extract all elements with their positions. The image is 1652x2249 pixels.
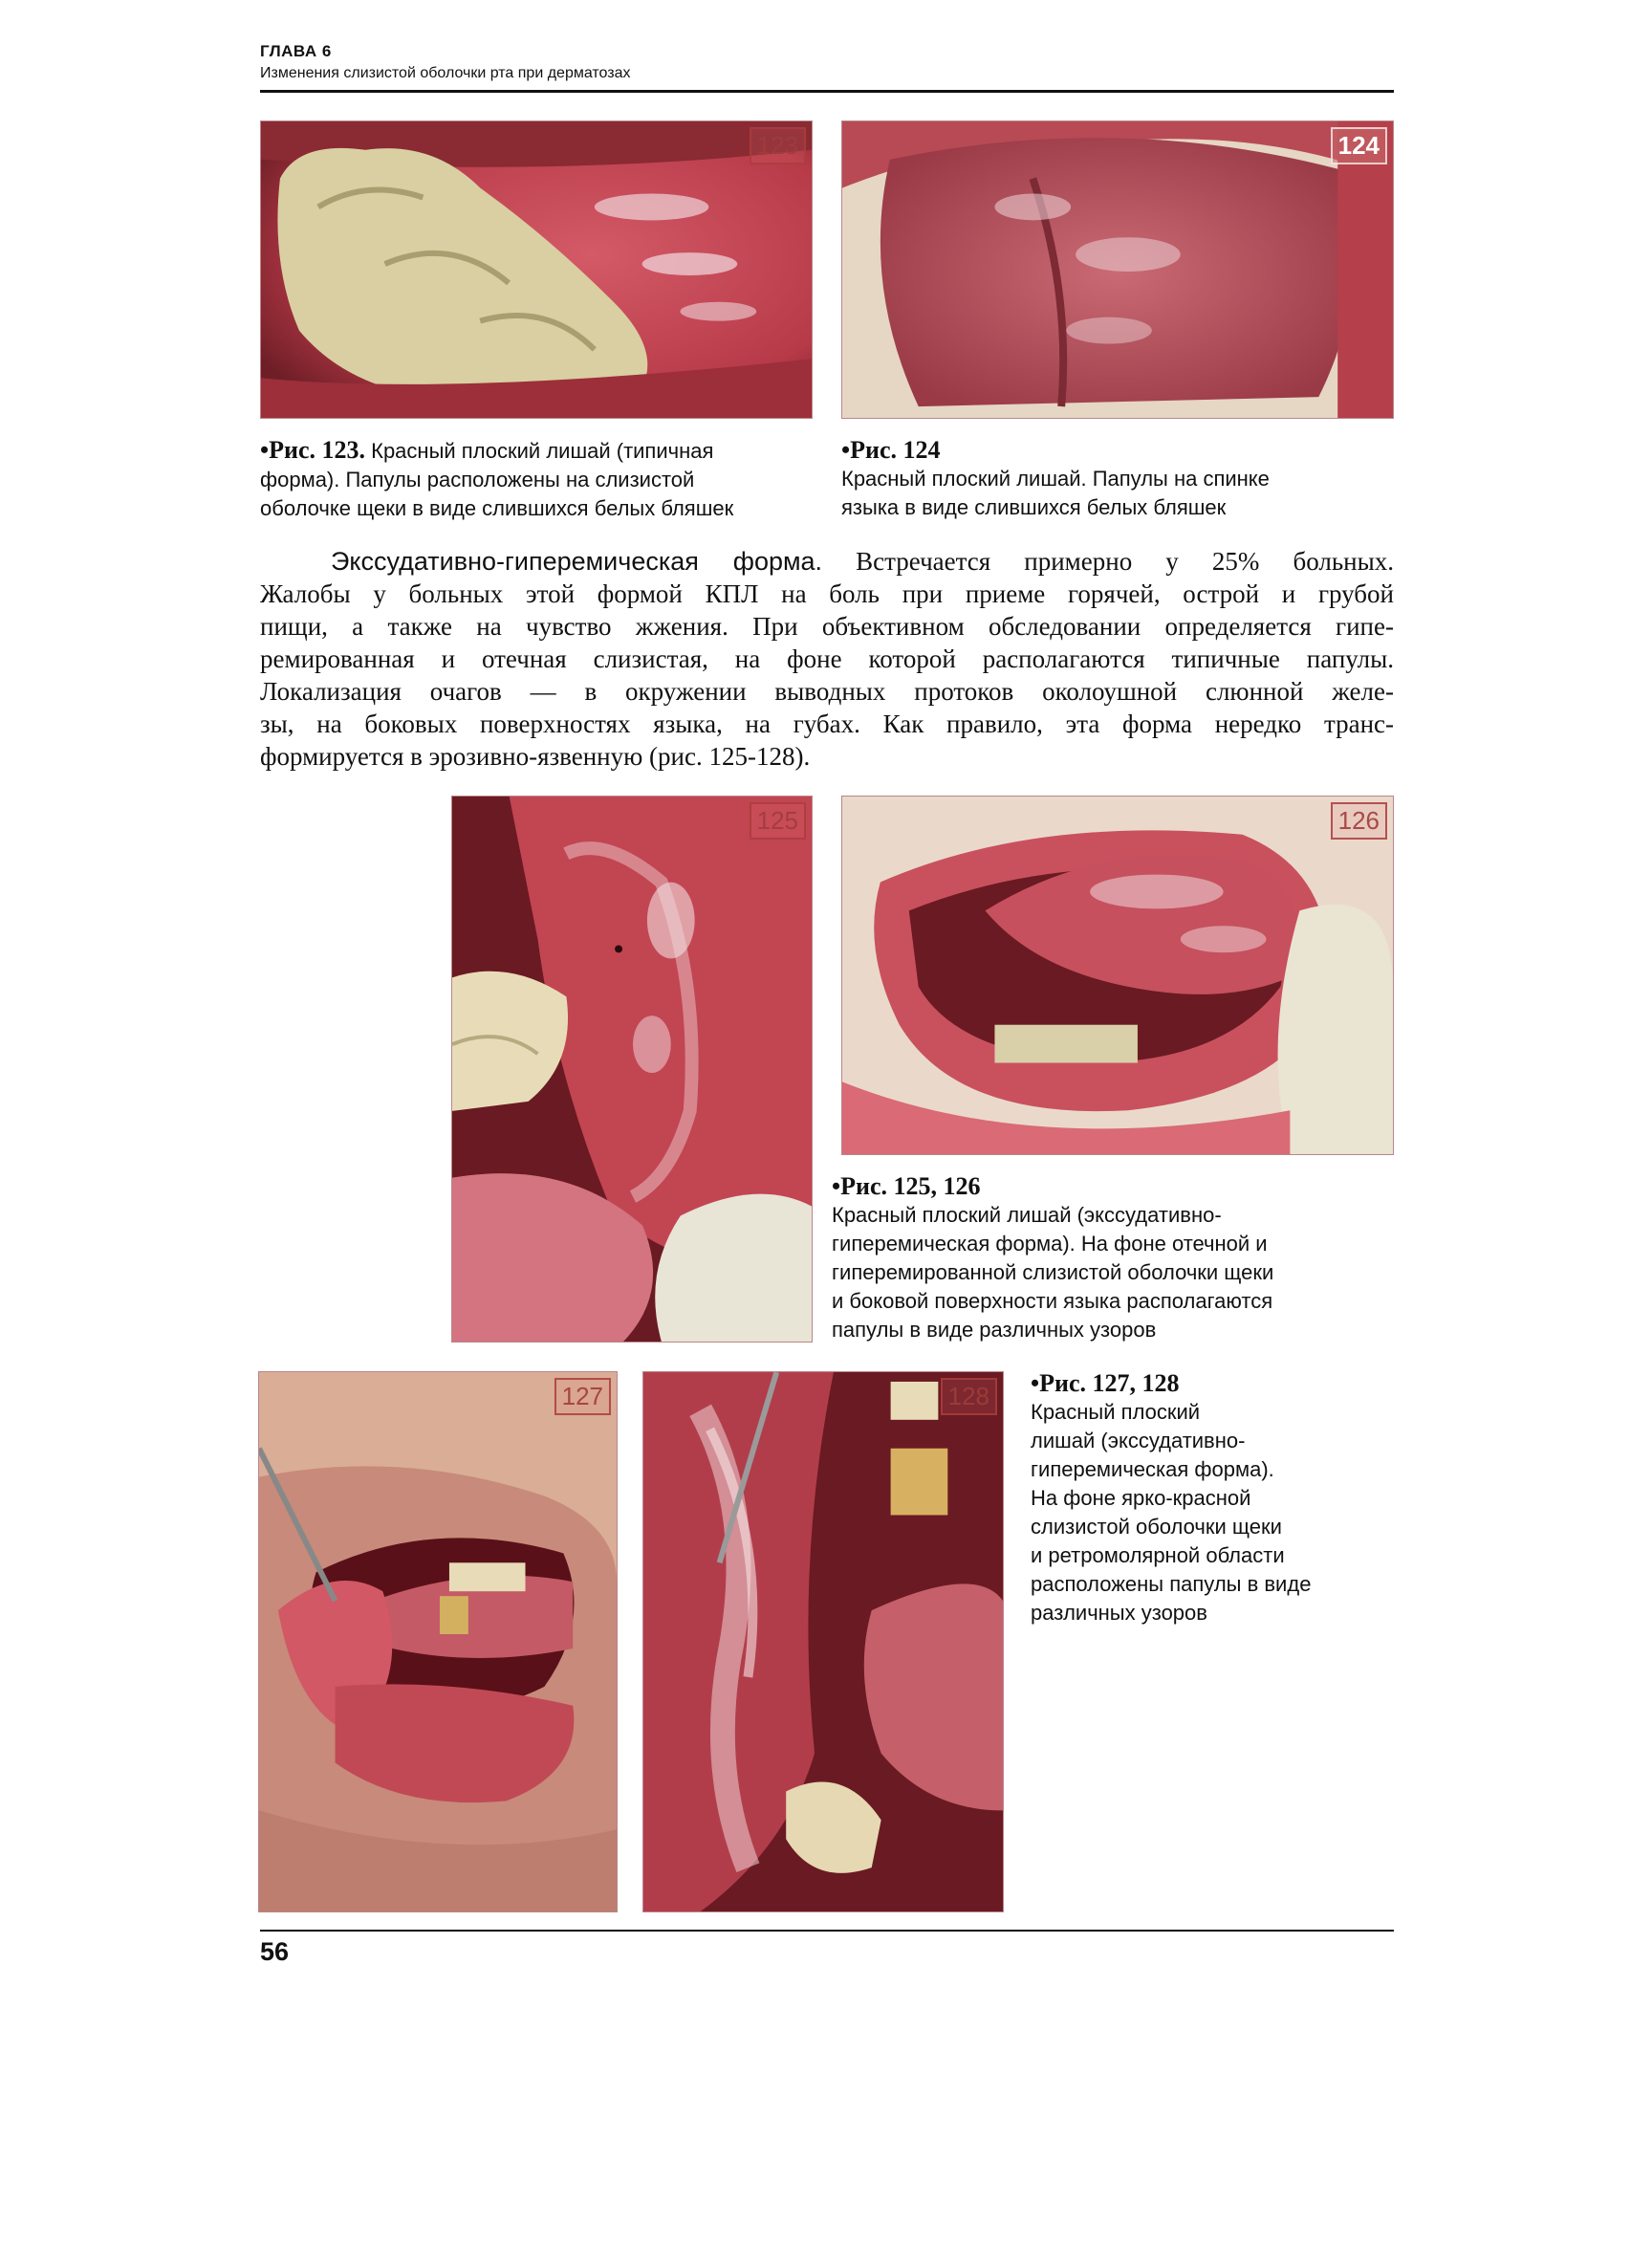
body-line: ремированная и отечная слизистая, на фоне которой располагаются типичные папулы. xyxy=(260,644,1394,673)
body-line: Встречается примерно у 25% больных. xyxy=(822,547,1394,576)
footer-divider xyxy=(260,1930,1394,1932)
caption-line: гиперемическая форма). На фоне отечной и xyxy=(832,1232,1268,1256)
caption-line: форма). Папулы расположены на слизистой xyxy=(260,468,695,491)
figure-128-photo xyxy=(642,1371,1004,1912)
caption-line: Красный плоский лишай. Папулы на спинке xyxy=(841,467,1270,491)
caption-line: Красный плоский лишай (типичная xyxy=(365,439,714,463)
body-line: пищи, а также на чувство жжения. При объективном обследовании определяется гипе- xyxy=(260,612,1394,641)
caption-line: лишай (экссудативно- xyxy=(1031,1429,1246,1452)
caption-line: На фоне ярко-красной xyxy=(1031,1486,1251,1510)
caption-line: различных узоров xyxy=(1031,1601,1207,1625)
figure-124-caption xyxy=(841,436,1270,522)
figure-124-caption-lead: •Рис. 124 xyxy=(841,436,941,464)
page-number: 56 xyxy=(260,1937,290,1966)
body-intro: Экссудативно-гиперемическая форма. xyxy=(331,547,823,576)
figure-126-number: 126 xyxy=(1331,802,1387,840)
chapter-label: ГЛАВА 6 xyxy=(260,42,332,60)
figure-124-photo xyxy=(841,120,1394,419)
figure-126-photo xyxy=(841,796,1394,1155)
figure-123-caption xyxy=(260,436,733,523)
figure-125-number: 125 xyxy=(750,802,806,840)
caption-line: гиперемическая форма). xyxy=(1031,1457,1274,1481)
caption-line: папулы в виде различных узоров xyxy=(832,1318,1157,1342)
body-line: Жалобы у больных этой формой КПЛ на боль при приеме горячей, острой и грубой xyxy=(260,579,1394,608)
body-line: формируется в эрозивно-язвенную (рис. 125-128). xyxy=(260,742,811,771)
figure-127-128-caption xyxy=(1031,1369,1311,1627)
caption-line: слизистой оболочки щеки xyxy=(1031,1515,1282,1539)
body-paragraph xyxy=(260,545,1394,773)
figure-125-126-caption-lead: •Рис. 125, 126 xyxy=(832,1172,981,1200)
figure-128-number: 128 xyxy=(941,1378,997,1415)
figure-125-126-caption xyxy=(832,1172,1273,1344)
figure-127-number: 127 xyxy=(554,1378,611,1415)
chapter-subtitle: Изменения слизистой оболочки рта при дерматозах xyxy=(260,65,631,81)
body-line: зы, на боковых поверхностях языка, на губах. Как правило, эта форма нередко транс- xyxy=(260,710,1394,738)
caption-line: расположены папулы в виде xyxy=(1031,1572,1312,1596)
caption-line: и боковой поверхности языка располагаются xyxy=(832,1289,1273,1313)
figure-125-photo xyxy=(451,796,813,1343)
figure-124-number: 124 xyxy=(1331,127,1387,164)
figure-127-128-caption-lead: •Рис. 127, 128 xyxy=(1031,1369,1180,1397)
body-line: Локализация очагов — в окружении выводных протоков околоушной слюнной желе- xyxy=(260,677,1394,706)
caption-line: и ретромолярной области xyxy=(1031,1543,1285,1567)
caption-line: Красный плоский лишай (экссудативно- xyxy=(832,1203,1222,1227)
figure-127-photo xyxy=(258,1371,618,1912)
caption-line: гиперемированной слизистой оболочки щеки xyxy=(832,1260,1274,1284)
figure-123-photo xyxy=(260,120,813,419)
header-divider xyxy=(260,90,1394,93)
figure-123-number: 123 xyxy=(750,127,806,164)
figure-123-caption-lead: •Рис. 123. xyxy=(260,436,366,464)
caption-line: Красный плоский xyxy=(1031,1400,1201,1424)
caption-line: языка в виде слившихся белых бляшек xyxy=(841,495,1227,519)
caption-line: оболочке щеки в виде слившихся белых бляшек xyxy=(260,496,734,520)
